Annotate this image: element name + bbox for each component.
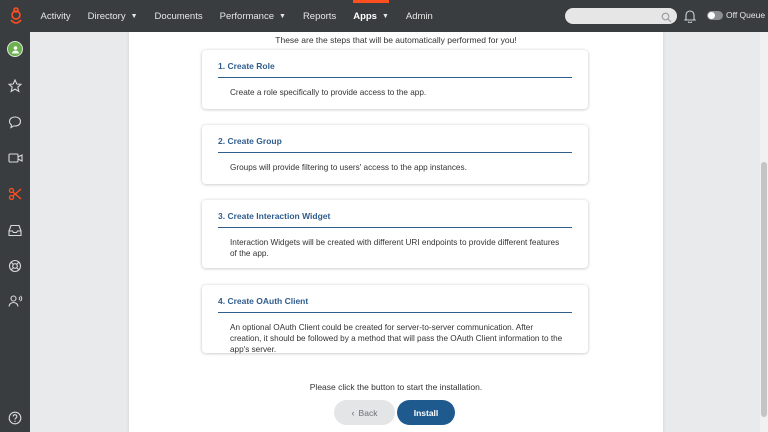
step-card-create-group xyxy=(202,125,588,184)
divider xyxy=(218,227,572,228)
genesys-logo-icon[interactable] xyxy=(0,0,32,32)
step-title: 4. Create OAuth Client xyxy=(218,296,309,306)
nav-label: Documents xyxy=(154,10,203,22)
caret-down-icon: ▼ xyxy=(381,12,389,20)
search-input[interactable] xyxy=(565,8,677,24)
step-title: 3. Create Interaction Widget xyxy=(218,211,331,221)
step-card-create-role xyxy=(202,50,588,109)
search-icon xyxy=(661,10,672,28)
nav-label: Admin xyxy=(405,10,433,22)
lifebuoy-icon[interactable] xyxy=(5,256,25,276)
chat-icon[interactable] xyxy=(5,112,25,132)
nav-label: Apps xyxy=(353,10,377,22)
queue-toggle[interactable] xyxy=(707,11,723,20)
bell-icon[interactable] xyxy=(684,9,696,28)
install-instruction: Please click the button to start the installation. xyxy=(309,382,483,392)
nav-documents[interactable] xyxy=(146,0,211,32)
install-button-label: Install xyxy=(413,407,439,418)
nav-label: Reports xyxy=(302,10,337,22)
nav-label: Activity xyxy=(40,10,71,22)
divider xyxy=(218,152,572,153)
chevron-left-icon: ‹ xyxy=(351,407,355,418)
step-title: 1. Create Role xyxy=(218,61,275,71)
sidebar xyxy=(0,32,30,432)
top-nav xyxy=(0,0,768,32)
nav-label: Performance xyxy=(219,10,274,22)
avatar[interactable] xyxy=(5,39,25,59)
nav-admin[interactable] xyxy=(397,0,441,32)
nav-performance[interactable] xyxy=(211,0,294,32)
video-icon[interactable] xyxy=(5,148,25,168)
scrollbar-thumb[interactable] xyxy=(761,162,767,417)
divider xyxy=(218,77,572,78)
step-description: Interaction Widgets will be created with different URI endpoints to provide different features of the app. xyxy=(230,238,560,258)
step-description: An optional OAuth Client could be created for server-to-server communication. After creation, it should be followed by a method that will pass the OAuth Client information to the app's server. xyxy=(230,323,563,354)
queue-status-label: Off Queue xyxy=(726,10,766,20)
nav-label: Directory xyxy=(87,10,126,22)
nav-reports[interactable] xyxy=(294,0,344,32)
step-card-create-oauth-client xyxy=(202,285,588,353)
main-content xyxy=(30,32,768,432)
nav-activity[interactable] xyxy=(32,0,79,32)
inbox-icon[interactable] xyxy=(5,220,25,240)
nav-directory[interactable] xyxy=(79,0,146,32)
install-panel xyxy=(129,32,663,432)
step-description: Groups will provide filtering to users' access to the app instances. xyxy=(230,163,467,172)
contact-center-icon[interactable] xyxy=(5,291,25,311)
intro-text: These are the steps that will be automatically performed for you! xyxy=(275,35,517,45)
scissors-icon[interactable] xyxy=(5,184,25,204)
step-title: 2. Create Group xyxy=(218,136,282,146)
back-button-label: Back xyxy=(358,407,378,418)
divider xyxy=(218,312,572,313)
caret-down-icon: ▼ xyxy=(279,12,286,20)
caret-down-icon: ▼ xyxy=(130,12,138,20)
star-icon[interactable] xyxy=(5,76,25,96)
step-card-create-interaction-widget xyxy=(202,200,588,268)
step-description: Create a role specifically to provide access to the app. xyxy=(230,88,427,97)
scrollbar[interactable] xyxy=(760,32,768,432)
help-icon[interactable] xyxy=(5,408,25,428)
install-button[interactable] xyxy=(397,400,455,425)
nav-apps[interactable] xyxy=(345,0,398,32)
back-button[interactable] xyxy=(334,400,395,425)
